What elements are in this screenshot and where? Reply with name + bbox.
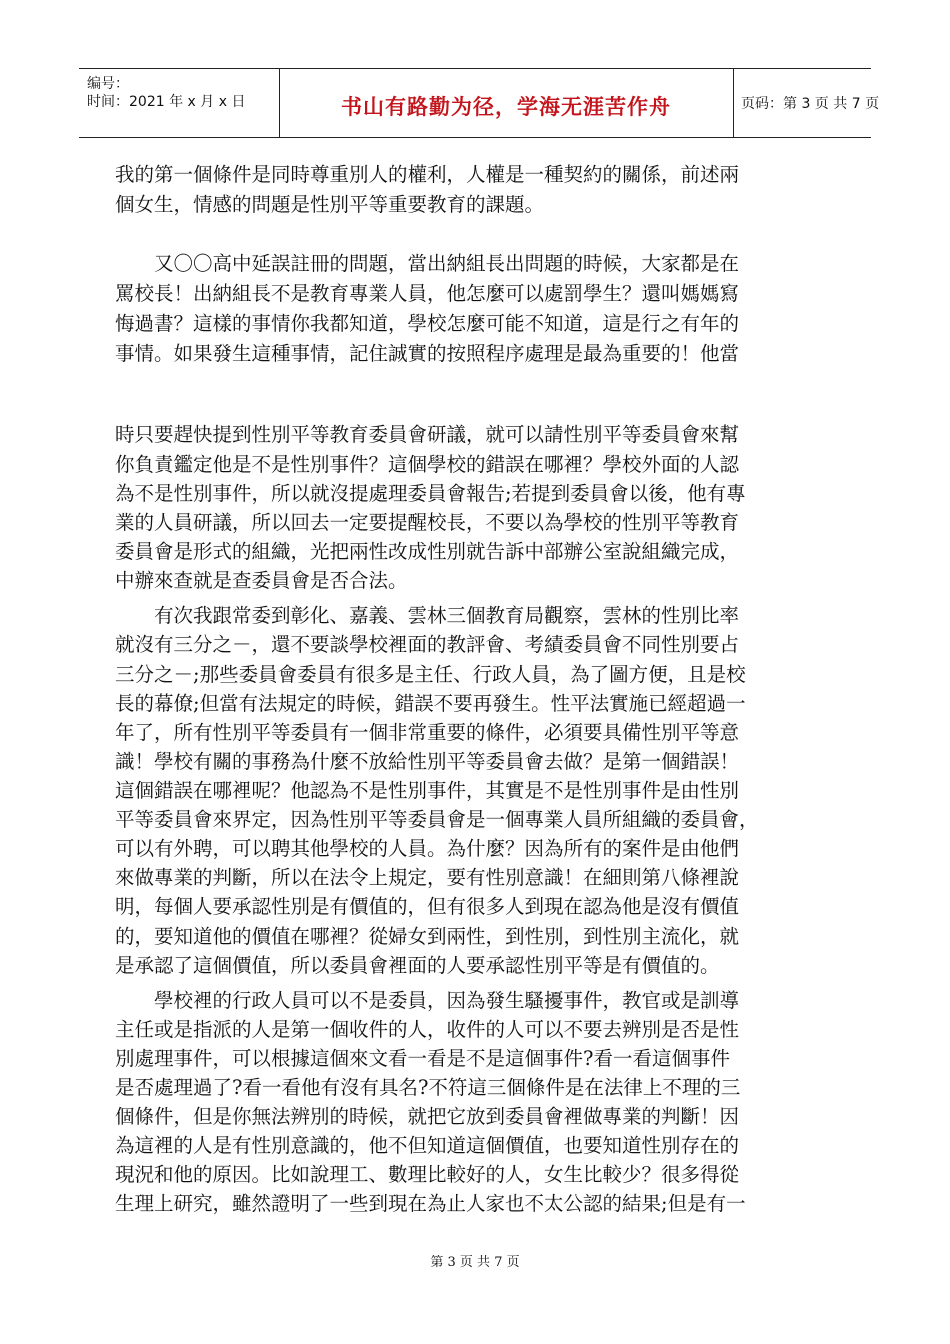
body-line: 時只要趕快提到性別平等教育委員會研議，就可以請性別平等委員會來幫 (115, 423, 740, 446)
header-motto: 书山有路勤为径，学海无涯苦作舟 (341, 95, 671, 119)
body-line: 業的人員研議，所以回去一定要提醒校長，不要以為學校的性別平等教育 (115, 511, 740, 534)
body-line: 你負責鑑定他是不是性別事件？這個學校的錯誤在哪裡？學校外面的人認 (115, 453, 740, 476)
body-line: 有次我跟常委到彰化、嘉義、雲林三個教育局觀察，雲林的性別比率 (115, 604, 740, 627)
body-line: 現況和他的原因。比如說理工、數理比較好的人，女生比較少？很多得從 (115, 1163, 740, 1186)
body-line: 識！學校有關的事務為什麼不放給性別平等委員會去做？是第一個錯誤！ (115, 750, 740, 773)
body-line: 事情。如果發生這種事情，記住誠實的按照程序處理是最為重要的！他當 (115, 342, 740, 365)
page-header (79, 68, 880, 138)
header-page-cell (733, 69, 880, 137)
body-line: 就沒有三分之－，還不要談學校裡面的教評會、考績委員會不同性別要占 (115, 633, 740, 656)
body-line: 悔過書？這樣的事情你我都知道，學校怎麼可能不知道，這是行之有年的 (115, 312, 740, 335)
body-line: 是承認了這個價值，所以委員會裡面的人要承認性別平等是有價值的。 (115, 954, 720, 977)
body-line: 是否處理過了?看一看他有沒有具名?不符這三個條件是在法律上不理的三 (115, 1076, 741, 1099)
document-date-label: 时间：2021 年 x 月 x 日 (87, 94, 246, 110)
body-line: 我的第一個條件是同時尊重別人的權利，人權是一種契約的關係，前述兩 (115, 163, 740, 186)
body-line: 主任或是指派的人是第一個收件的人，收件的人可以不要去辨別是否是性 (115, 1018, 740, 1041)
body-line: 罵校長！出納組長不是教育專業人員，他怎麼可以處罰學生？還叫媽媽寫 (115, 282, 740, 305)
body-line: 長的幕僚;但當有法規定的時候，錯誤不要再發生。性平法實施已經超過一 (115, 692, 746, 715)
body-line: 這個錯誤在哪裡呢？他認為不是性別事件，其實是不是性別事件是由性別 (115, 779, 740, 802)
body-line: 為不是性別事件，所以就沒提處理委員會報告;若提到委員會以後，他有專 (115, 482, 746, 505)
body-line: 三分之－;那些委員會委員有很多是主任、行政人員，為了圖方便，且是校 (115, 663, 746, 686)
body-line: 平等委員會來界定，因為性別平等委員會是一個專業人員所組織的委員會， (115, 808, 759, 831)
body-line: 委員會是形式的組織，光把兩性改成性別就告訴中部辦公室說組織完成， (115, 540, 740, 563)
page-footer: 第 3 页 共 7 页 (430, 1255, 520, 1270)
document-number-label: 编号： (87, 76, 129, 92)
body-line: 明，每個人要承認性別是有價值的，但有很多人到現在認為他是沒有價值 (115, 895, 740, 918)
body-line: 為這裡的人是有性別意識的，他不但知道這個價值，也要知道性別存在的 (115, 1134, 740, 1157)
body-line: 學校裡的行政人員可以不是委員，因為發生騷擾事件，教官或是訓導 (115, 989, 740, 1012)
body-line: 生理上研究，雖然證明了一些到現在為止人家也不太公認的結果;但是有一 (115, 1192, 746, 1215)
body-line: 中辦來查就是查委員會是否合法。 (115, 569, 408, 592)
body-line: 又〇〇高中延誤註冊的問題，當出納組長出問題的時候，大家都是在 (115, 252, 740, 275)
header-info-cell (79, 69, 280, 137)
body-line: 個條件，但是你無法辨別的時候，就把它放到委員會裡做專業的判斷！因 (115, 1105, 740, 1128)
body-line: 個女生，情感的問題是性別平等重要教育的課題。 (115, 193, 545, 216)
body-line: 年了，所有性別平等委員有一個非常重要的條件，必須要具備性別平等意 (115, 721, 740, 744)
body-line: 可以有外聘，可以聘其他學校的人員。為什麼？因為所有的案件是由他們 (115, 837, 740, 860)
header-page-code: 页码：第 3 页 共 7 页 (741, 96, 880, 112)
body-line: 來做專業的判斷，所以在法令上規定，要有性別意識！在細則第八條裡說 (115, 866, 740, 889)
body-line: 別處理事件，可以根據這個來文看一看是不是這個事件?看一看這個事件 (115, 1047, 730, 1070)
header-motto-cell (279, 69, 734, 137)
body-line: 的，要知道他的價值在哪裡？從婦女到兩性，到性別，到性別主流化，就 (115, 925, 740, 948)
